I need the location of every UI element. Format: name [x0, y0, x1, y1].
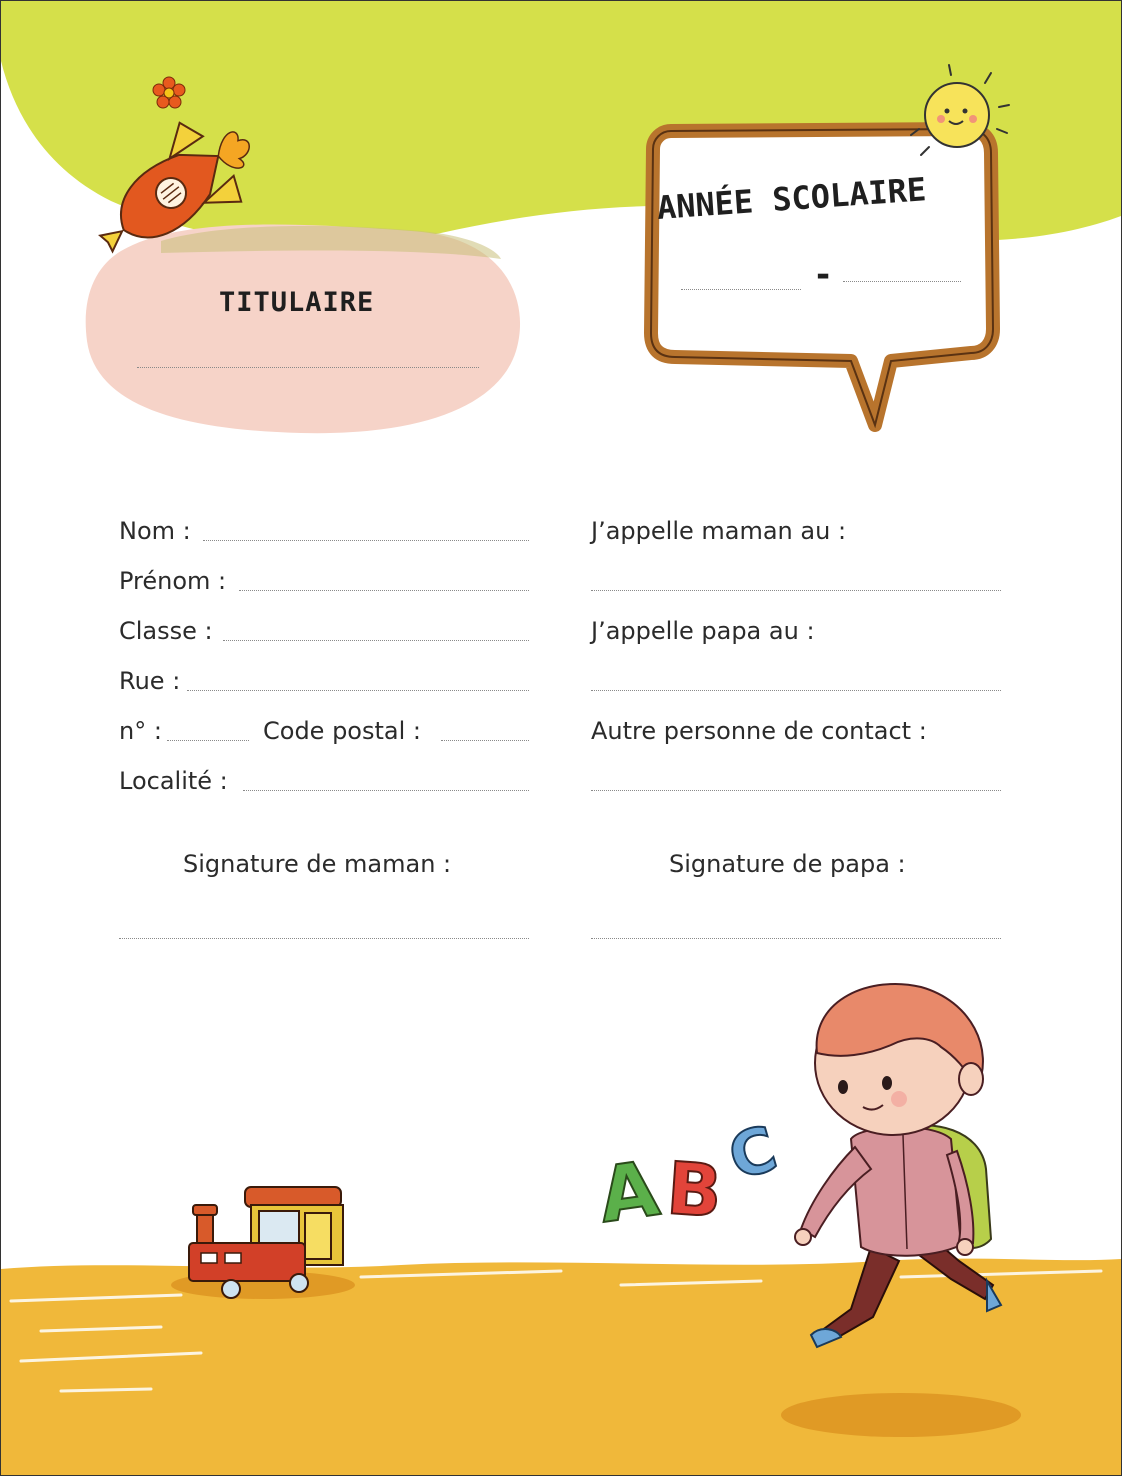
annee-separator: - [816, 255, 831, 295]
rocket-icon [81, 113, 266, 273]
signature-papa-label: Signature de papa : [669, 850, 906, 878]
numero-line[interactable] [167, 740, 249, 741]
letter-b: B [664, 1146, 725, 1234]
maman-phone-label: J’appelle maman au : [591, 517, 847, 545]
letter-c: C [720, 1111, 785, 1195]
titulaire-label: TITULAIRE [219, 287, 375, 318]
rue-line[interactable] [187, 690, 529, 691]
annee-start-line[interactable] [681, 289, 801, 290]
numero-label: n° : [119, 717, 162, 745]
signature-papa-line[interactable] [591, 938, 1001, 939]
localite-label: Localité : [119, 767, 228, 795]
autre-contact-line[interactable] [591, 790, 1001, 791]
titulaire-line[interactable] [137, 367, 479, 368]
papa-phone-line[interactable] [591, 690, 1001, 691]
prenom-label: Prénom : [119, 567, 227, 595]
annee-scolaire-label: ANNÉE SCOLAIRE [655, 170, 928, 227]
letter-a: A [593, 1143, 665, 1240]
autre-contact-label: Autre personne de contact : [591, 717, 927, 745]
classe-line[interactable] [223, 640, 529, 641]
walking-boy-icon [781, 979, 1011, 1359]
code-postal-line[interactable] [441, 740, 529, 741]
toy-train-icon [181, 1181, 361, 1301]
flower-icon [151, 75, 187, 111]
rue-label: Rue : [119, 667, 181, 695]
localite-line[interactable] [243, 790, 529, 791]
abc-letters [593, 1109, 797, 1240]
classe-label: Classe : [119, 617, 213, 645]
code-postal-label: Code postal : [263, 717, 421, 745]
prenom-line[interactable] [239, 590, 529, 591]
signature-maman-line[interactable] [119, 938, 529, 939]
maman-phone-line[interactable] [591, 590, 1001, 591]
nom-label: Nom : [119, 517, 191, 545]
nom-line[interactable] [203, 540, 529, 541]
annee-end-line[interactable] [843, 281, 961, 282]
sun-icon [891, 63, 1021, 173]
papa-phone-label: J’appelle papa au : [591, 617, 815, 645]
signature-maman-label: Signature de maman : [183, 850, 452, 878]
